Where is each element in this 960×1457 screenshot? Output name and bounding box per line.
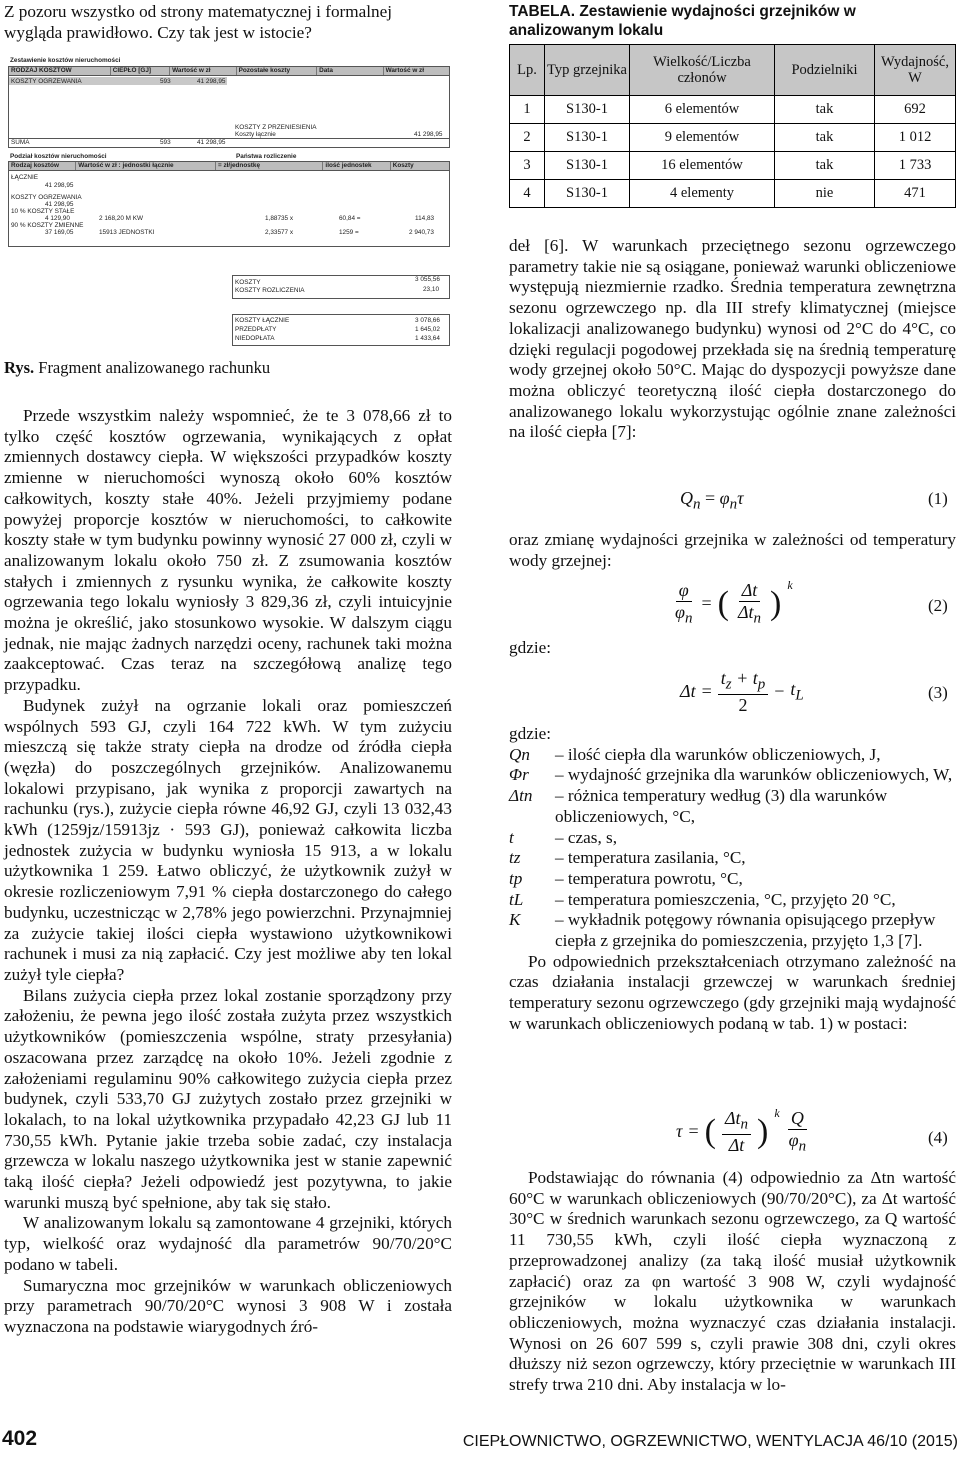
page-number: 402 [2,1427,38,1450]
symbol-definition: – ilość ciepła dla warunków obliczeniowych, J, [555,744,881,764]
table-cell: 1 733 [875,152,956,180]
table-cell: tak [775,96,875,124]
bill-h2-wartosc: Wartość w zł : jednostki łącznie [76,162,216,170]
th-typ: Typ grzejnika [545,45,630,96]
bill-summary-block [8,66,450,148]
bill-41298-c: 41 298,95 [414,131,443,138]
bill-koszty-lacznie-v: 3 078,66 [415,317,440,324]
table-cell: S130-1 [545,96,630,124]
table-header-row [510,45,956,96]
bill-row-3-count: 1259 = [339,229,359,236]
table-cell: tak [775,152,875,180]
paragraph-5: Sumaryczna moc grzejników w warunkach obliczeniowych przy parametrach 90/70/20°C wynosi 3 908 W i została wyznaczona na podstawie wiarygodnych źró- [4,1275,452,1336]
table-cell: 2 [510,124,545,152]
bill-panstwa-title: Państwa rozliczenie [236,153,297,160]
bill-593: 593 [160,78,171,85]
bill-41298-b: 41 298,95 [197,139,226,146]
bill-h2-ilosc: ilość jednostek [323,162,390,170]
journal-footer: CIEPŁOWNICTWO, OGRZEWNICTWO, WENTYLACJA 46/10 (2015) [462,1433,958,1450]
table-cell: 471 [875,180,956,208]
right-paragraph-1: deł [6]. W warunkach przeciętnego sezonu ogrzewczego parametry takie nie są osiągane, ponieważ warunki obliczeniowe występują niezmiernie rzadko. Średnia temperatura zewnętrzna sezonu ogrzewczego np. dla III strefy klimatycznej (miejsce lokalizacji analizowanego budynku) wynosi od 2°C do 4°C, co dzięki regulacji pogodowej przekłada się na średnią temperaturę wody grzejnej około 50°C. Mając do dyspozycji powyższe dane można obliczyć teoretyczną ilość ciepła dostarczonego do analizowanego lokalu wykorzystując ogólnie znane zależności na ilość ciepła [7]: [509,236,956,442]
equation-2-number: (2) [928,596,948,615]
equation-3: Δt = $\frac{t_z + t_p}{2}$ − $t_L$ [680,668,804,715]
symbol-definition: – czas, s, [555,827,618,847]
bill-koszty: KOSZTY [235,279,261,286]
right-p2-wrap [509,530,956,571]
gdzie-1: gdzie: [509,638,551,657]
bill-koszty-rozl-v: 23,10 [423,286,439,293]
symbol-definitions [509,745,956,952]
symbols-block [509,724,956,1035]
right-p4-wrap [509,1168,956,1396]
bill-row-1-value: 41 298,95 [45,201,74,208]
bill-row-3-rate: 2,33577 x [265,229,294,236]
figure-caption [4,358,270,378]
bill-division-header [9,162,449,171]
table-row [510,124,956,152]
table-cell: 16 elementów [630,152,775,180]
symbol: tp [509,868,523,888]
bill-h-data: Data [317,67,383,75]
table-cell: 692 [875,96,956,124]
bill-podzial-title: Podział kosztów nieruchomości [10,153,107,160]
th-wydajnosc: Wydajność, W [875,45,956,96]
bill-row-1-label: KOSZTY OGRZEWANIA [11,194,82,201]
bill-przedplaty-v: 1 645,02 [415,326,440,333]
symbol-definition: – temperatura pomieszczenia, °C, przyjęto 20 °C, [555,889,896,909]
table-cell: S130-1 [545,124,630,152]
bill-koszty-rozl: KOSZTY ROZLICZENIA [235,287,305,294]
symbol-definition: – wykładnik potęgowy równania opisującego przepływ ciepła z grzejnika do pomieszczenia, przyjęto 1,3 [7]. [555,910,936,951]
bill-row-2-count: 60,84 = [339,215,361,222]
symbol: tz [509,848,521,868]
symbol-definition: – wydajność grzejnika dla warunków obliczeniowych, W, [555,765,953,785]
radiator-table [509,44,956,208]
bill-row-2-cost: 114,83 [415,215,435,222]
table-cell: 1 012 [875,124,956,152]
symbol: K [509,910,521,930]
table-cell: 3 [510,152,545,180]
symbol: Φr [509,765,529,785]
symbol-definition: – temperatura powrotu, °C, [555,868,743,888]
table-cell: 9 elementów [630,124,775,152]
table-cell: nie [775,180,875,208]
table-row [510,152,956,180]
bill-figure [8,57,450,345]
bill-row-2-rate: 1,88735 x [265,215,294,222]
caption-label: Rys. [4,358,35,377]
table-cell: S130-1 [545,180,630,208]
right-column [509,236,956,443]
table-cell: 1 [510,96,545,124]
right-paragraph-2: oraz zmianę wydajności grzejnika w zależności od temperatury wody grzejnej: [509,530,956,570]
bill-row-2-label: 10 % KOSZTY STAŁE [11,208,75,215]
bill-koszty-z-przeniesienia: KOSZTY Z PRZENIESIENIA [235,124,317,131]
th-lp: Lp. [510,45,545,96]
symbol-definition: – temperatura zasilania, °C, [555,848,746,868]
caption-text: Fragment analizowanego rachunku [38,358,271,377]
right-paragraph-4: Podstawiając do równania (4) odpowiednio za Δtn wartość 60°C w warunkach obliczeniowych (90/70/20°C), za Δt wartość 30°C w średnich warunkach sezonu ogrzewczego, za Q wartość 11 730,55 kWh, czyli ilość ciepła wyznaczoną z przeprowadzonej analizy (za taką ilość musiał użytkownik zapłacić) oraz za φn wartość 3 908 W, czyli wydajność grzejników w lokalu użytkownika w warunkach obliczeniowych, można wyznaczyć czas działania instalacji. Wynosi on 26 607 599 s, czyli prawie 308 dni, czyli okres dłuższy niż sezon ogrzewczy, który przeciętnie w warunkach III strefy trwa 210 dni. Aby instalacja w lo- [509,1168,956,1395]
bill-title: Zestawienie kosztów nieruchomości [10,57,121,64]
table-row [510,180,956,208]
symbol: Δtn [509,786,533,806]
bill-h2-zl-jedn: = zł/jednostkę [216,162,323,170]
paragraph-2: Budynek zużył na ogrzanie lokali oraz pomieszczeń wspólnych 593 GJ, czyli 164 722 kWh. W tym zużyciu mieszczą się także straty ciepła na drodze od źródła ciepła (węzła) do poszczególnych grzejników. Analizowanemu lokalowi przypisano, jak wynika z proporcji zawartych na rachunku (rys.), zużycie ciepła równe 46,92 GJ, czyli 13 032,43 kWh (1259jz/15913jz · 593 GJ), ponieważ całkowita liczba jednostek zużycia w budynku wyniosła 15 913, a w lokalu użytkownika 1 259. Łatwo obliczyć, że użytkownik zużył w okresie rozliczeniowym 7,91 % ciepła dostarczonego do całego budynku, uczestnicząc w 2,78% jego powierzchni. Przynajmniej za zużycie takiej ilości ciepła wystawiono użytkownikowi rachunek i musi za nią zapłacić. Czy jest możliwe aby ten lokal zużył tyle ciepła? [4,695,452,984]
bill-division-block [8,161,450,247]
bill-suma: SUMA [11,139,30,146]
table-row [510,96,956,124]
bill-koszty-block [232,275,450,299]
symbol: tL [509,889,524,909]
th-podzielniki: Podzielniki [775,45,875,96]
th-wielkosc: Wielkość/Liczba członów [630,45,775,96]
bill-593b: 593 [160,139,171,146]
bill-h-pozostale: Pozostałe koszty [237,67,318,75]
table-cell: 6 elementów [630,96,775,124]
paragraph-3: Bilans zużycia ciepła przez lokal zostanie sporządzony przy założeniu, że pewna jego ilość została zużyta przez wszystkich użytkowników (pomieszczenia wspólne, straty przesyłania) oszacowana przez zarządcę na około 10%. Jeżeli zgodnie z założeniami regulaminu 90% całkowitego zużycia ciepła przez budynek, czyli 533,70 GJ zużytych zostało przez grzejniki w lokalach, to na lokal użytkownika przypadało 42,23 GJ lub 11 730,55 kWh. Pytanie jakie trzeba sobie zadać, czy instalacja grzewcza w lokalu naszego użytkownika jest w stanie zapewnić taką ilość ciepła? Jeżeli odpowiedź jest pozytywna, to jakie warunki muszą być spełnione, aby tak się stało. [4,985,452,1212]
bill-row-3-label: 90 % KOSZTY ZMIENNE [11,222,84,229]
symbol: t [509,827,514,847]
bill-lacznie-v: 41 298,95 [45,182,74,189]
equation-4: τ = ( $\frac{\Delta t_n}{\Delta t}$ ) $^k$ $\frac{Q}{\varphi_n}$ [676,1106,807,1155]
right-paragraph-3: Po odpowiednich przekształceniach otrzymano zależność na czas działania instalacji grzewczej w warunkach średniej temperatury sezonu ogrzewczego (gdy grzejniki mają wydajność w warunkach obliczeniowych podaną w tab. 1) w postaci: [509,951,956,1033]
bill-h2-rodzaj: Rodzaj kosztów [9,162,76,170]
bill-row-2-units: 2 168,20 M KW [99,215,144,222]
bill-row-3-value: 37 169,05 [45,229,74,236]
bill-przedplaty: PRZEDPŁATY [235,326,277,333]
bill-row-3-cost: 2 940,73 [409,229,434,236]
bill-koszty-lacznie: KOSZTY ŁĄCZNIE [235,317,290,324]
symbol: Qn [509,744,531,764]
paragraph-4: W analizowanym lokalu są zamontowane 4 grzejniki, których typ, wielkość oraz wydajność dla parametrów 90/70/20°C podano w tabeli. [4,1213,452,1274]
bill-niedoplata-v: 1 433,64 [415,335,440,342]
bill-lacznie: ŁĄCZNIE [11,174,38,181]
bill-koszty-ogrzewania: KOSZTY OGRZEWANIA [11,78,82,85]
bill-h-wartosc: Wartość w zł [170,67,236,75]
equation-1-number: (1) [928,489,948,508]
bill-niedoplata: NIEDOPŁATA [235,335,275,342]
bill-totals-block [232,314,450,346]
bill-row-2-value: 4 129,90 [45,215,70,222]
paragraph-1: Przede wszystkim należy wspomnieć, że te 3 078,66 zł to tylko część kosztów ogrzewania, wynikających z opłat zmiennych dostawcy ciepła. W większości przypadków koszty zmienne w nieruchomości wynoszą około 60% kosztów całkowitych, koszty stałe 40%. Jeżeli przyjmiemy podane powyżej proporcje kosztów w nieruchomości, to całkowite koszty stałe w tym budynku powinny wynosić 27 000 zł, czyli w analizowanym lokalu około 750 zł. Z zsumowania kosztów stałych i zmiennych z rysunku wynika, że całkowite koszty ogrzewania tego lokalu wyniosły 3 829,36 zł, czyli intuicyjnie można je określić, jako stosunkowo wysokie. W dalszym ciągu jednak, nie mając żadnych narzędzi oceny, rachunek taki można zaakceptować. Czas teraz na szczegółową analizę tego przypadku. [4,406,452,695]
table-cell: tak [775,124,875,152]
bill-koszty-v: 3 055,56 [415,276,440,283]
bill-41298-a: 41 298,95 [197,78,226,85]
table-cell: 4 [510,180,545,208]
bill-h2-koszty: Koszty [392,162,414,169]
table-caption: TABELA. Zestawienie wydajności grzejników w analizowanym lokalu [509,3,856,39]
table-cell: 4 elementy [630,180,775,208]
equation-3-number: (3) [928,683,948,702]
bill-summary-header [9,67,449,76]
bill-koszty-lacznie-h: Koszty łącznie [235,131,276,138]
bill-h-rodzaj: RODZAJ KOSZTÓW [9,67,111,75]
bill-h-cieplo: CIEPŁO [GJ] [111,67,170,75]
symbol-definition: – różnica temperatury według (3) dla warunków obliczeniowych, °C, [555,786,888,826]
equation-2: $\frac{\varphi}{\varphi_n}$ = ( $\frac{\Delta t}{\Delta t_n}$ ) $^k$ [675,578,793,627]
bill-h-wartosc2: Wartość w zł [385,67,425,74]
bill-row-3-units: 15913 JEDNOSTKI [99,229,155,236]
gdzie-2: gdzie: [509,724,551,743]
equation-4-number: (4) [928,1128,948,1147]
intro-text: Z pozoru wszystko od strony matematycznej i formalnej wygląda prawidłowo. Czy tak jest w istocie? [4,2,393,42]
table-cell: S130-1 [545,152,630,180]
equation-1: $Q_n = \varphi_n\tau$ [680,488,744,513]
left-body [4,406,452,1338]
